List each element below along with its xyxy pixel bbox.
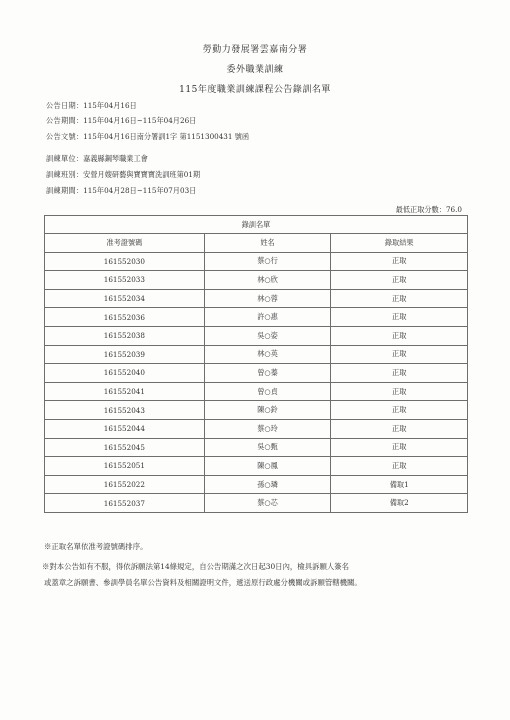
result-cell: 正取 bbox=[331, 419, 468, 438]
table-row bbox=[45, 494, 468, 513]
exam-number-cell: 161552036 bbox=[45, 308, 205, 327]
column-header-name: 姓名 bbox=[204, 234, 331, 253]
result-cell: 正取 bbox=[331, 252, 468, 271]
name-cell: 曾○蓁 bbox=[204, 364, 331, 383]
name-cell: 林○欣 bbox=[204, 271, 331, 290]
exam-number-cell: 161552022 bbox=[45, 475, 205, 494]
appeal-note-line2: 或蓋章之訴願書、參訓學員名單公告資料及相關證明文件，遞送原行政處分機關或訴願管轄機關。 bbox=[44, 578, 362, 587]
name-cell: 吳○甄 bbox=[204, 438, 331, 457]
table-row bbox=[45, 364, 468, 383]
sort-note: ※正取名單依准考證號碼排序。 bbox=[44, 542, 148, 551]
exam-number-cell: 161552039 bbox=[45, 345, 205, 364]
exam-number-cell: 161552043 bbox=[45, 401, 205, 420]
result-cell: 正取 bbox=[331, 438, 468, 457]
exam-number-cell: 161552033 bbox=[45, 271, 205, 290]
exam-number-cell: 161552040 bbox=[45, 364, 205, 383]
name-cell: 陳○鈴 bbox=[204, 401, 331, 420]
exam-number-cell: 161552041 bbox=[45, 382, 205, 401]
meta-document-number: 公告文號：115年04月16日南分署訓1字 第1151300431 號函 bbox=[46, 132, 250, 141]
result-cell: 正取 bbox=[331, 326, 468, 345]
name-cell: 孫○璘 bbox=[204, 475, 331, 494]
result-cell: 正取 bbox=[331, 457, 468, 476]
exam-number-cell: 161552045 bbox=[45, 438, 205, 457]
exam-number-cell: 161552044 bbox=[45, 419, 205, 438]
exam-number-cell: 161552030 bbox=[45, 252, 205, 271]
table-row bbox=[45, 438, 468, 457]
document-title: 115年度職業訓練課程公告錄訓名單 bbox=[179, 85, 331, 95]
name-cell: 曾○貞 bbox=[204, 382, 331, 401]
exam-number-cell: 161552038 bbox=[45, 326, 205, 345]
meta-training-period: 訓練期間：115年04月28日~115年07月03日 bbox=[46, 186, 197, 195]
result-cell: 正取 bbox=[331, 382, 468, 401]
meta-training-class: 訓練班別：安營月嫂研藝與寶寶寶洗訓班第01期 bbox=[46, 170, 201, 179]
table-row bbox=[45, 308, 468, 327]
table-row bbox=[45, 345, 468, 364]
table-row bbox=[45, 252, 468, 271]
minimum-score: 最低正取分數：76.0 bbox=[395, 205, 462, 214]
exam-number-cell: 161552037 bbox=[45, 494, 205, 513]
table-row bbox=[45, 419, 468, 438]
meta-training-unit: 訓練單位：嘉義縣鋼琴職業工會 bbox=[46, 154, 148, 163]
name-cell: 林○蓉 bbox=[204, 289, 331, 308]
name-cell: 許○惠 bbox=[204, 308, 331, 327]
agency-name: 勞動力發展署雲嘉南分署 bbox=[202, 45, 308, 55]
table-row bbox=[45, 382, 468, 401]
result-cell: 正取 bbox=[331, 401, 468, 420]
table-row bbox=[45, 289, 468, 308]
result-cell: 正取 bbox=[331, 271, 468, 290]
exam-number-cell: 161552034 bbox=[45, 289, 205, 308]
table-row bbox=[45, 326, 468, 345]
result-cell: 正取 bbox=[331, 289, 468, 308]
table-row bbox=[45, 457, 468, 476]
name-cell: 蔡○芯 bbox=[204, 494, 331, 513]
table-row bbox=[45, 271, 468, 290]
name-cell: 林○英 bbox=[204, 345, 331, 364]
name-cell: 蔡○玲 bbox=[204, 419, 331, 438]
meta-announce-period: 公告期間：115年04月16日~115年04月26日 bbox=[46, 116, 197, 125]
result-cell: 正取 bbox=[331, 308, 468, 327]
table-row bbox=[45, 401, 468, 420]
result-cell: 備取1 bbox=[331, 475, 468, 494]
result-cell: 正取 bbox=[331, 364, 468, 383]
program-name: 委外職業訓練 bbox=[226, 65, 284, 75]
table-body bbox=[45, 252, 468, 512]
name-cell: 陳○鳳 bbox=[204, 457, 331, 476]
exam-number-cell: 161552051 bbox=[45, 457, 205, 476]
name-cell: 吳○姿 bbox=[204, 326, 331, 345]
admission-table bbox=[44, 215, 468, 513]
column-header-exam-number: 准考證號碼 bbox=[45, 234, 205, 253]
name-cell: 蔡○行 bbox=[204, 252, 331, 271]
column-header-result: 錄取結果 bbox=[331, 234, 468, 253]
result-cell: 正取 bbox=[331, 345, 468, 364]
meta-announce-date: 公告日期：115年04月16日 bbox=[46, 101, 137, 110]
appeal-note-line1: ※對本公告如有不服，得依訴願法第14條規定，自公告期滿之次日起30日內，檢具訴願人簽名 bbox=[42, 562, 350, 571]
table-row bbox=[45, 475, 468, 494]
result-cell: 備取2 bbox=[331, 494, 468, 513]
table-caption: 錄訓名單 bbox=[45, 216, 468, 234]
